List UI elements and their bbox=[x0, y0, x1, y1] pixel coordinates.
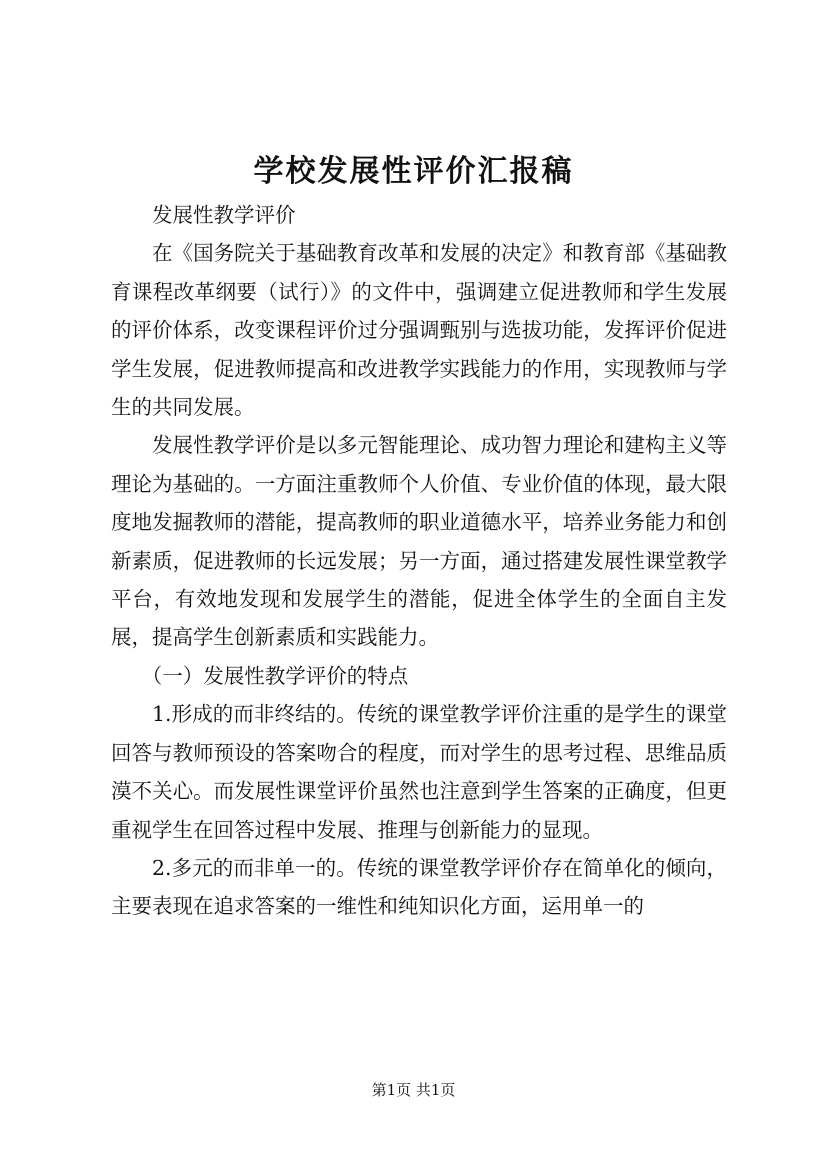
page-footer: 第1页 共1页 bbox=[371, 1081, 456, 1099]
document-title: 学校发展性评价汇报稿 bbox=[253, 154, 574, 189]
paragraph: 在《国务院关于基础教育改革和发展的决定》和教育部《基础教育课程改革纲要（试行）》的文件中，强调建立促进教师和学生发展的评价体系，改变课程评价过分强调甄别与选拔功能，发挥评价促进学生发展，促进教师提高和改进教学实践能力的作用，实现教师与学生的共同发展。 bbox=[111, 241, 727, 420]
paragraph: 2.多元的而非单一的。传统的课堂教学评价存在简单化的倾向，主要表现在追求答案的一维性和纯知识化方面，运用单一的 bbox=[111, 855, 727, 919]
paragraph: 1.形成的而非终结的。传统的课堂教学评价注重的是学生的课堂回答与教师预设的答案吻合的程度，而对学生的思考过程、思维品质漠不关心。而发展性课堂评价虽然也注意到学生答案的正确度，但更重视学生在回答过程中发展、推理与创新能力的显现。 bbox=[111, 702, 727, 842]
paragraph-heading: 发展性教学评价 bbox=[152, 203, 296, 227]
paragraph: 发展性教学评价是以多元智能理论、成功智力理论和建构主义等理论为基础的。一方面注重教师个人价值、专业价值的体现，最大限度地发掘教师的潜能，提高教师的职业道德水平，培养业务能力和创新素质，促进教师的长远发展；另一方面，通过搭建发展性课堂教学平台，有效地发现和发展学生的潜能，促进全体学生的全面自主发展，提高学生创新素质和实践能力。 bbox=[111, 433, 727, 650]
document-body bbox=[111, 196, 727, 926]
section-heading: （一）发展性教学评价的特点 bbox=[141, 663, 409, 688]
